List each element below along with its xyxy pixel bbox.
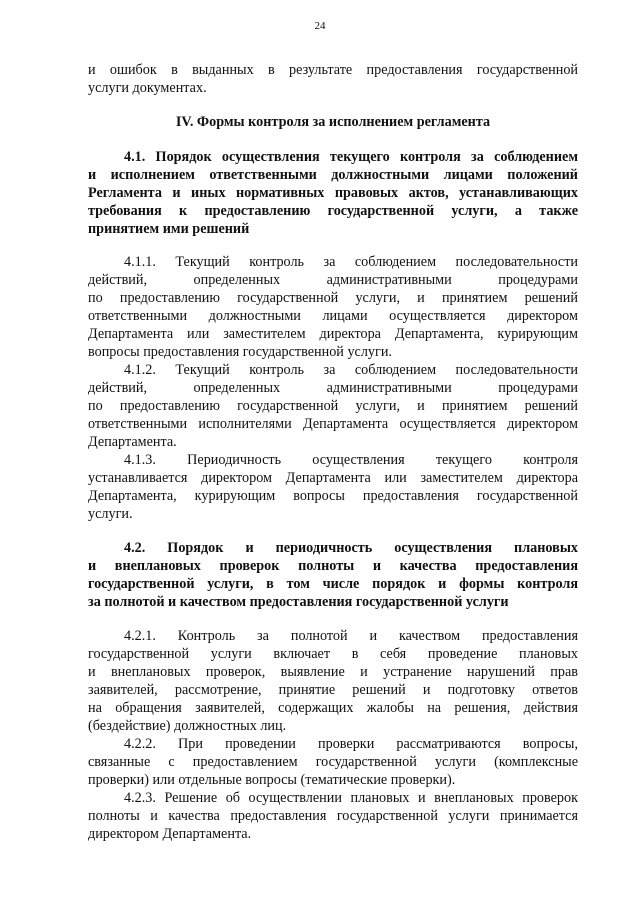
heading-line: и внеплановых проверок полноты и качества предоставления: [88, 558, 578, 574]
text-line: действий, определенных административными процедурами: [88, 272, 578, 288]
text-line: проверки) или отдельные вопросы (тематические проверки).: [88, 772, 456, 788]
heading-line: 4.2. Порядок и периодичность осуществления плановых: [124, 540, 578, 556]
text-line: полноты и качества предоставления государственной услуги принимается: [88, 808, 578, 824]
text-line: услуги документах.: [88, 80, 207, 96]
heading-line: и исполнением ответственными должностными лицами положений: [88, 167, 578, 183]
text-line: Департамента, курирующим вопросы предоставления государственной: [88, 488, 578, 504]
text-line: ответственными исполнителями Департамента осуществляется директором: [88, 416, 578, 432]
heading-line: IV. Формы контроля за исполнением регламента: [175, 114, 491, 130]
text-line: 4.2.2. При проведении проверки рассматриваются вопросы,: [124, 736, 578, 752]
heading-line: 4.1. Порядок осуществления текущего контроля за соблюдением: [124, 149, 578, 165]
text-line: директором Департамента.: [88, 826, 252, 842]
text-line: по предоставлению государственной услуги, и принятием решений: [88, 290, 578, 306]
text-line: ответственными должностными лицами осуществляется директором: [88, 308, 578, 324]
page-number: 24: [314, 20, 326, 32]
text-line: действий, определенных административными процедурами: [88, 380, 578, 396]
text-line: по предоставлению государственной услуги, и принятием решений: [88, 398, 578, 414]
text-line: связанные с предоставлением государственной услуги (комплексные: [88, 754, 578, 770]
text-line: устанавливается директором Департамента или заместителем директора: [88, 470, 578, 486]
text-line: услуги.: [88, 506, 133, 522]
text-line: 4.1.1. Текущий контроль за соблюдением последовательности: [124, 254, 578, 270]
text-line: и внеплановых проверок, выявление и устранение нарушений прав: [88, 664, 578, 680]
text-line: Департамента или заместителем директора Департамента, курирующим: [88, 326, 578, 342]
text-line: 4.2.1. Контроль за полнотой и качеством предоставления: [124, 628, 578, 644]
text-line: 4.2.3. Решение об осуществлении плановых и внеплановых проверок: [124, 790, 578, 806]
text-line: (бездействие) должностных лиц.: [88, 718, 287, 734]
text-line: на обращения заявителей, содержащих жалобы на решения, действия: [88, 700, 578, 716]
text-line: и ошибок в выданных в результате предоставления государственной: [88, 62, 578, 78]
text-line: государственной услуги включает в себя проведение плановых: [88, 646, 578, 662]
heading-line: за полнотой и качеством предоставления государственной услуги: [88, 594, 509, 610]
text-line: заявителей, рассмотрение, принятие решений и подготовку ответов: [88, 682, 578, 698]
heading-line: требования к предоставлению государственной услуги, а также: [88, 203, 578, 219]
text-line: Департамента.: [88, 434, 177, 450]
heading-line: государственной услуги, в том числе порядок и формы контроля: [88, 576, 578, 592]
heading-line: принятием ими решений: [88, 221, 250, 237]
text-line: вопросы предоставления государственной услуги.: [88, 344, 392, 360]
text-line: 4.1.2. Текущий контроль за соблюдением последовательности: [124, 362, 578, 378]
text-line: 4.1.3. Периодичность осуществления текущего контроля: [124, 452, 578, 468]
heading-line: Регламента и иных нормативных правовых актов, устанавливающих: [88, 185, 578, 201]
